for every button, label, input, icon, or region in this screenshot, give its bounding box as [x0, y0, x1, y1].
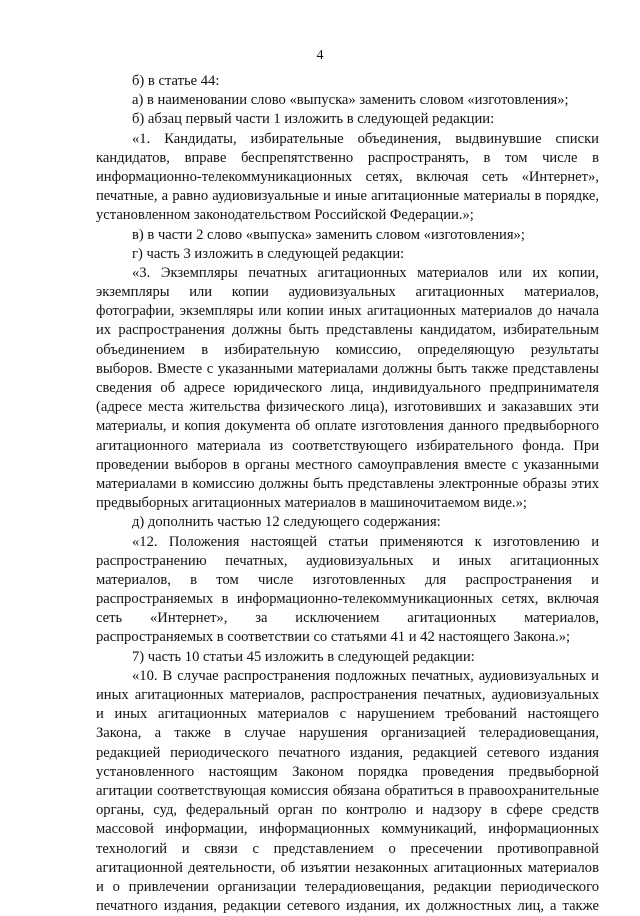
text-line: агитации соответствующая комиссия обязана обратиться в правоохранительные [96, 782, 599, 799]
text-line: «10. В случае распространения подложных печатных, аудиовизуальных и [132, 667, 599, 684]
text-line: а) в наименовании слово «выпуска» заменить словом «изготовления»; [132, 92, 569, 109]
text-line: распространению печатных, аудиовизуальных и иных агитационных [96, 552, 599, 569]
text-line: в) в части 2 слово «выпуска» заменить словом «изготовления»; [132, 226, 525, 243]
text-line: выборов. Вместе с указанными материалами должны быть также представлены [96, 360, 599, 377]
text-line: агитационной деятельности, об изъятии незаконных агитационных материалов [96, 859, 599, 876]
text-line: сеть «Интернет», за исключением агитационных материалов, [96, 610, 599, 627]
text-line: их распространения должны быть представлены кандидатом, избирательным [96, 322, 599, 339]
text-line: фотографии, экземпляры или копии иных агитационных материалов до начала [96, 303, 599, 320]
text-line: установленном законодательством Российской Федерации.»; [96, 207, 474, 224]
text-line: экземпляры или копии аудиовизуальных агитационных материалов, [96, 284, 599, 301]
text-line: материалами в комиссию должны быть представлены электронные образы этих [96, 475, 599, 492]
text-line: и о привлечении организации телерадиовещания, редакции периодического [96, 878, 599, 895]
text-line: предвыборных агитационных материалов в машиночитаемом виде.»; [96, 495, 527, 512]
text-line: кандидатов, вправе беспрепятственно распространять, в том числе в [96, 149, 599, 166]
text-line: агитационного материала из соответствующего избирательного фонда. При [96, 437, 599, 454]
text-line: и иных агитационных материалов с нарушением требований настоящего [96, 706, 599, 723]
text-line: б) в статье 44: [132, 73, 220, 89]
text-line: установленного настоящим Законом порядка проведения предвыборной [96, 763, 599, 780]
text-line: иных агитационных материалов, распространения печатных, аудиовизуальных [96, 687, 599, 703]
text-line: «12. Положения настоящей статьи применяются к изготовлению и [132, 533, 599, 550]
document-body [96, 72, 599, 916]
text-line: Закона, а также в случае нарушения организацией телерадиовещания, [96, 725, 599, 742]
text-line: распространяемых в соответствии со статьями 41 и 42 настоящего Закона.»; [96, 629, 571, 646]
text-line: материалы, и копия документа об оплате изготовления данного предвыборного [96, 418, 599, 435]
text-line: материалов, в том числе изготовленных для распространения и [96, 571, 599, 588]
page-number: 4 [316, 48, 324, 63]
text-line: б) абзац первый части 1 изложить в следующей редакции: [132, 111, 495, 128]
text-line: печатные, а равно аудиовизуальные и иные агитационные материалы в порядке, [96, 188, 599, 205]
text-line: проведении выборов в органы местного самоуправления вместе с указанными [96, 456, 599, 473]
text-line: печатного издания, редакции сетевого издания, их должностных лиц, а также [96, 898, 599, 915]
text-line: сведения об адресе юридического лица, индивидуального предпринимателя [96, 380, 599, 396]
text-line: «1. Кандидаты, избирательные объединения, выдвинувшие списки [132, 130, 599, 147]
text-line: 7) часть 10 статьи 45 изложить в следующей редакции: [132, 648, 475, 665]
text-line: органы, суд, федеральный орган по контролю и надзору в сфере средств [96, 802, 599, 819]
text-line: технологий и связи с представлением о пресечении противоправной [96, 840, 599, 857]
text-line: информационно-телекоммуникационных сетях, включая сеть «Интернет», [96, 168, 599, 185]
text-line: массовой информации, информационных коммуникаций, информационных [96, 821, 599, 838]
text-line: объединением в избирательную комиссию, определяющую результаты [96, 341, 599, 358]
text-line: «3. Экземпляры печатных агитационных материалов или их копии, [132, 264, 599, 281]
text-line: (адресе места жительства физического лица), изготовивших и заказавших эти [96, 399, 599, 416]
text-line: г) часть 3 изложить в следующей редакции: [132, 245, 405, 262]
text-line: редакцией периодического печатного издания, редакцией сетевого издания [96, 744, 599, 761]
text-line: распространяемых в информационно-телекоммуникационных сетях, включая [96, 591, 599, 608]
text-line: д) дополнить частью 12 следующего содержания: [132, 514, 441, 531]
